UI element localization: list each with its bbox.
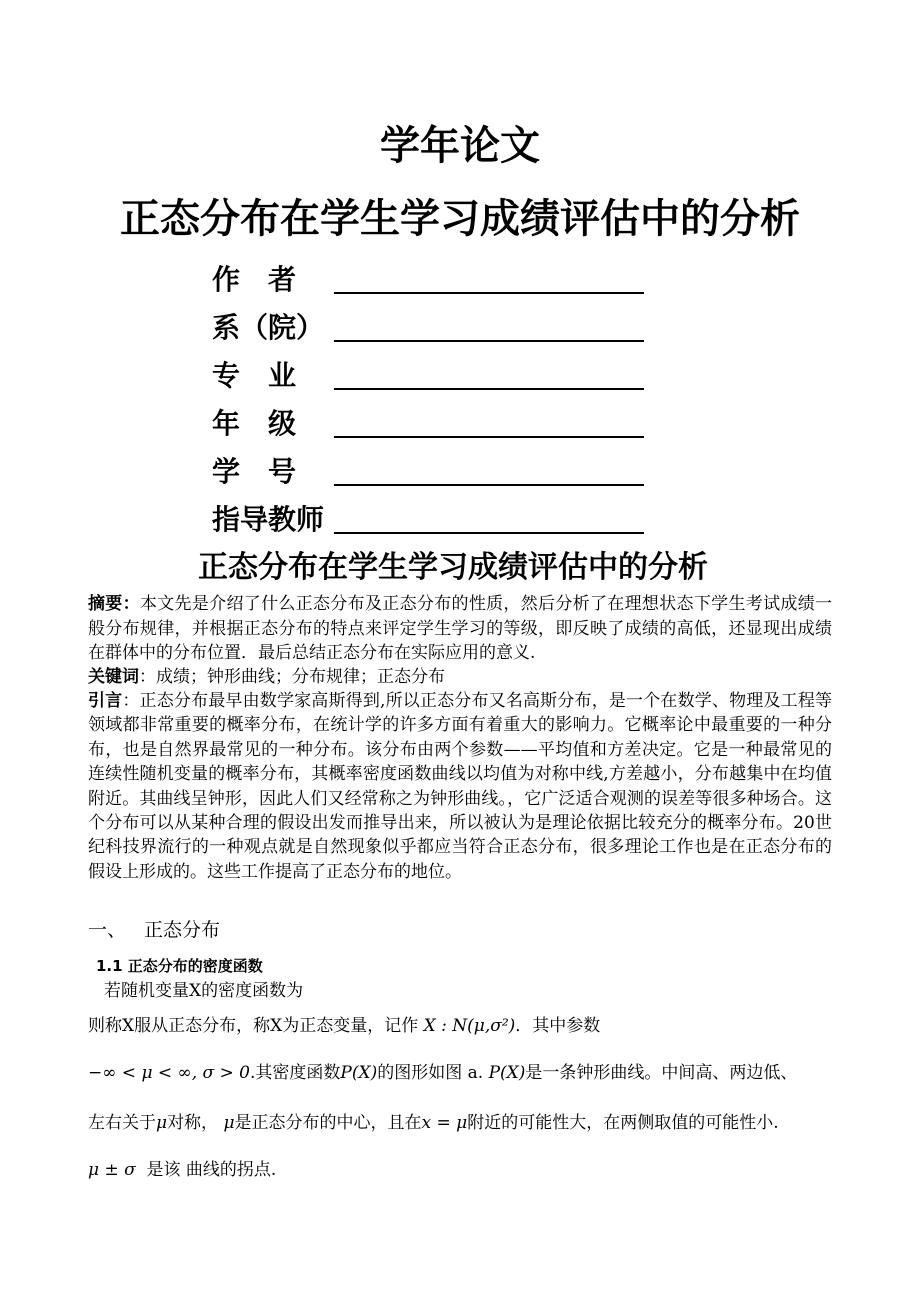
math-normal-notation: X : N(μ,σ²): [423, 1016, 516, 1036]
body-line-1: [88, 1013, 848, 1039]
fill-line: [334, 356, 644, 390]
abstract-heading: 正态分布在学生学习成绩评估中的分析: [198, 550, 708, 585]
keywords-paragraph: [88, 665, 832, 690]
math-x-equals-mu: x = μ: [421, 1113, 468, 1133]
cover-field-department: [212, 306, 644, 346]
text-run: 是该 曲线的拐点.: [146, 1160, 277, 1180]
math-density-function: P(X): [340, 1063, 378, 1083]
text-run: 对称，: [167, 1113, 219, 1133]
fill-line: [334, 308, 644, 342]
field-label: 系（院）: [212, 311, 325, 344]
section-title: 正态分布: [144, 919, 221, 941]
abstract-text: 本文先是介绍了什么正态分布及正态分布的性质，然后分析了在理想状态下学生考试成绩一般分布规律，并根据正态分布的特点来评定学生学习的等级，即反映了成绩的高低，还显现出成绩在群体中的分布位置．最后总结正态分布在实际应用的意义.: [88, 594, 833, 663]
field-label: 作 者: [212, 263, 297, 296]
cover-field-student-id: [212, 450, 644, 490]
body-line-2: [88, 1060, 848, 1086]
field-label: 指导教师: [212, 503, 325, 536]
math-density-function: P(X): [488, 1063, 526, 1083]
text-run: 左右关于: [88, 1113, 156, 1133]
introduction-label: 引言: [88, 691, 123, 711]
math-parameter-range: −∞ < μ < ∞, σ > 0: [88, 1063, 250, 1083]
body-line-4: [88, 1157, 848, 1183]
keywords-text: ：成绩；钟形曲线；分布规律；正态分布: [139, 667, 445, 687]
fill-line: [334, 452, 644, 486]
cover-field-major: [212, 354, 644, 394]
field-label: 年 级: [212, 407, 297, 440]
section-heading-1: [88, 916, 220, 944]
section-number: 一、: [88, 919, 127, 941]
text-run: 是一条钟形曲线。中间高、两边低、: [525, 1063, 798, 1083]
cover-field-advisor: [212, 498, 644, 538]
document-title: 学年论文: [380, 123, 540, 169]
math-mu: μ: [156, 1113, 168, 1133]
field-label: 专 业: [212, 359, 297, 392]
body-line-3: [88, 1110, 848, 1136]
text-run: .其密度函数: [250, 1063, 341, 1083]
cover-field-grade: [212, 402, 644, 442]
abstract-label: 摘要：: [88, 594, 140, 614]
abstract-paragraph: [88, 592, 832, 666]
subsection-heading-1-1: 1.1 正态分布的密度函数: [96, 957, 263, 975]
fill-line: [334, 260, 644, 294]
text-run: 是正态分布的中心，且在: [234, 1113, 422, 1133]
introduction-paragraph: [88, 689, 832, 884]
text-run: 附近的可能性大，在两侧取值的可能性小.: [467, 1113, 779, 1133]
fill-line: [334, 404, 644, 438]
text-run: ．其中参数: [515, 1016, 601, 1036]
fill-line: [334, 500, 644, 534]
math-mu: μ: [223, 1113, 235, 1133]
keywords-label: 关键词: [88, 667, 139, 687]
density-intro: 若随机变量X的密度函数为: [104, 981, 304, 1001]
document-subtitle: 正态分布在学生学习成绩评估中的分析: [120, 196, 800, 242]
cover-field-author: [212, 258, 644, 298]
field-label: 学 号: [212, 455, 297, 488]
text-run: 的图形如图 a.: [377, 1063, 484, 1083]
introduction-text: ：正态分布最早由数学家高斯得到,所以正态分布又名高斯分布，是一个在数学、物理及工程等领域都非常重要的概率分布，在统计学的许多方面有着重大的影响力。它概率论中最重要的一种分布，也是自然界最常见的一种分布。该分布由两个参数——平均值和方差决定。它是一种最常见的连续性随机变量的概率分布，其概率密度函数曲线以均值为对称中线,方差越小，分布越集中在均值附近。其曲线呈钟形，因此人们又经常称之为钟形曲线。，它广泛适合观测的误差等很多种场合。这个分布可以从某种合理的假设出发而推导出来，所以被认为是理论依据比较充分的概率分布。20世纪科技界流行的一种观点就是自然现象似乎都应当符合正态分布，很多理论工作也是在正态分布的假设上形成的。这些工作提高了正态分布的地位。: [88, 691, 833, 882]
math-inflection-points: μ ± σ: [88, 1160, 136, 1180]
text-run: 则称X服从正态分布，称X为正态变量，记作: [88, 1016, 419, 1036]
